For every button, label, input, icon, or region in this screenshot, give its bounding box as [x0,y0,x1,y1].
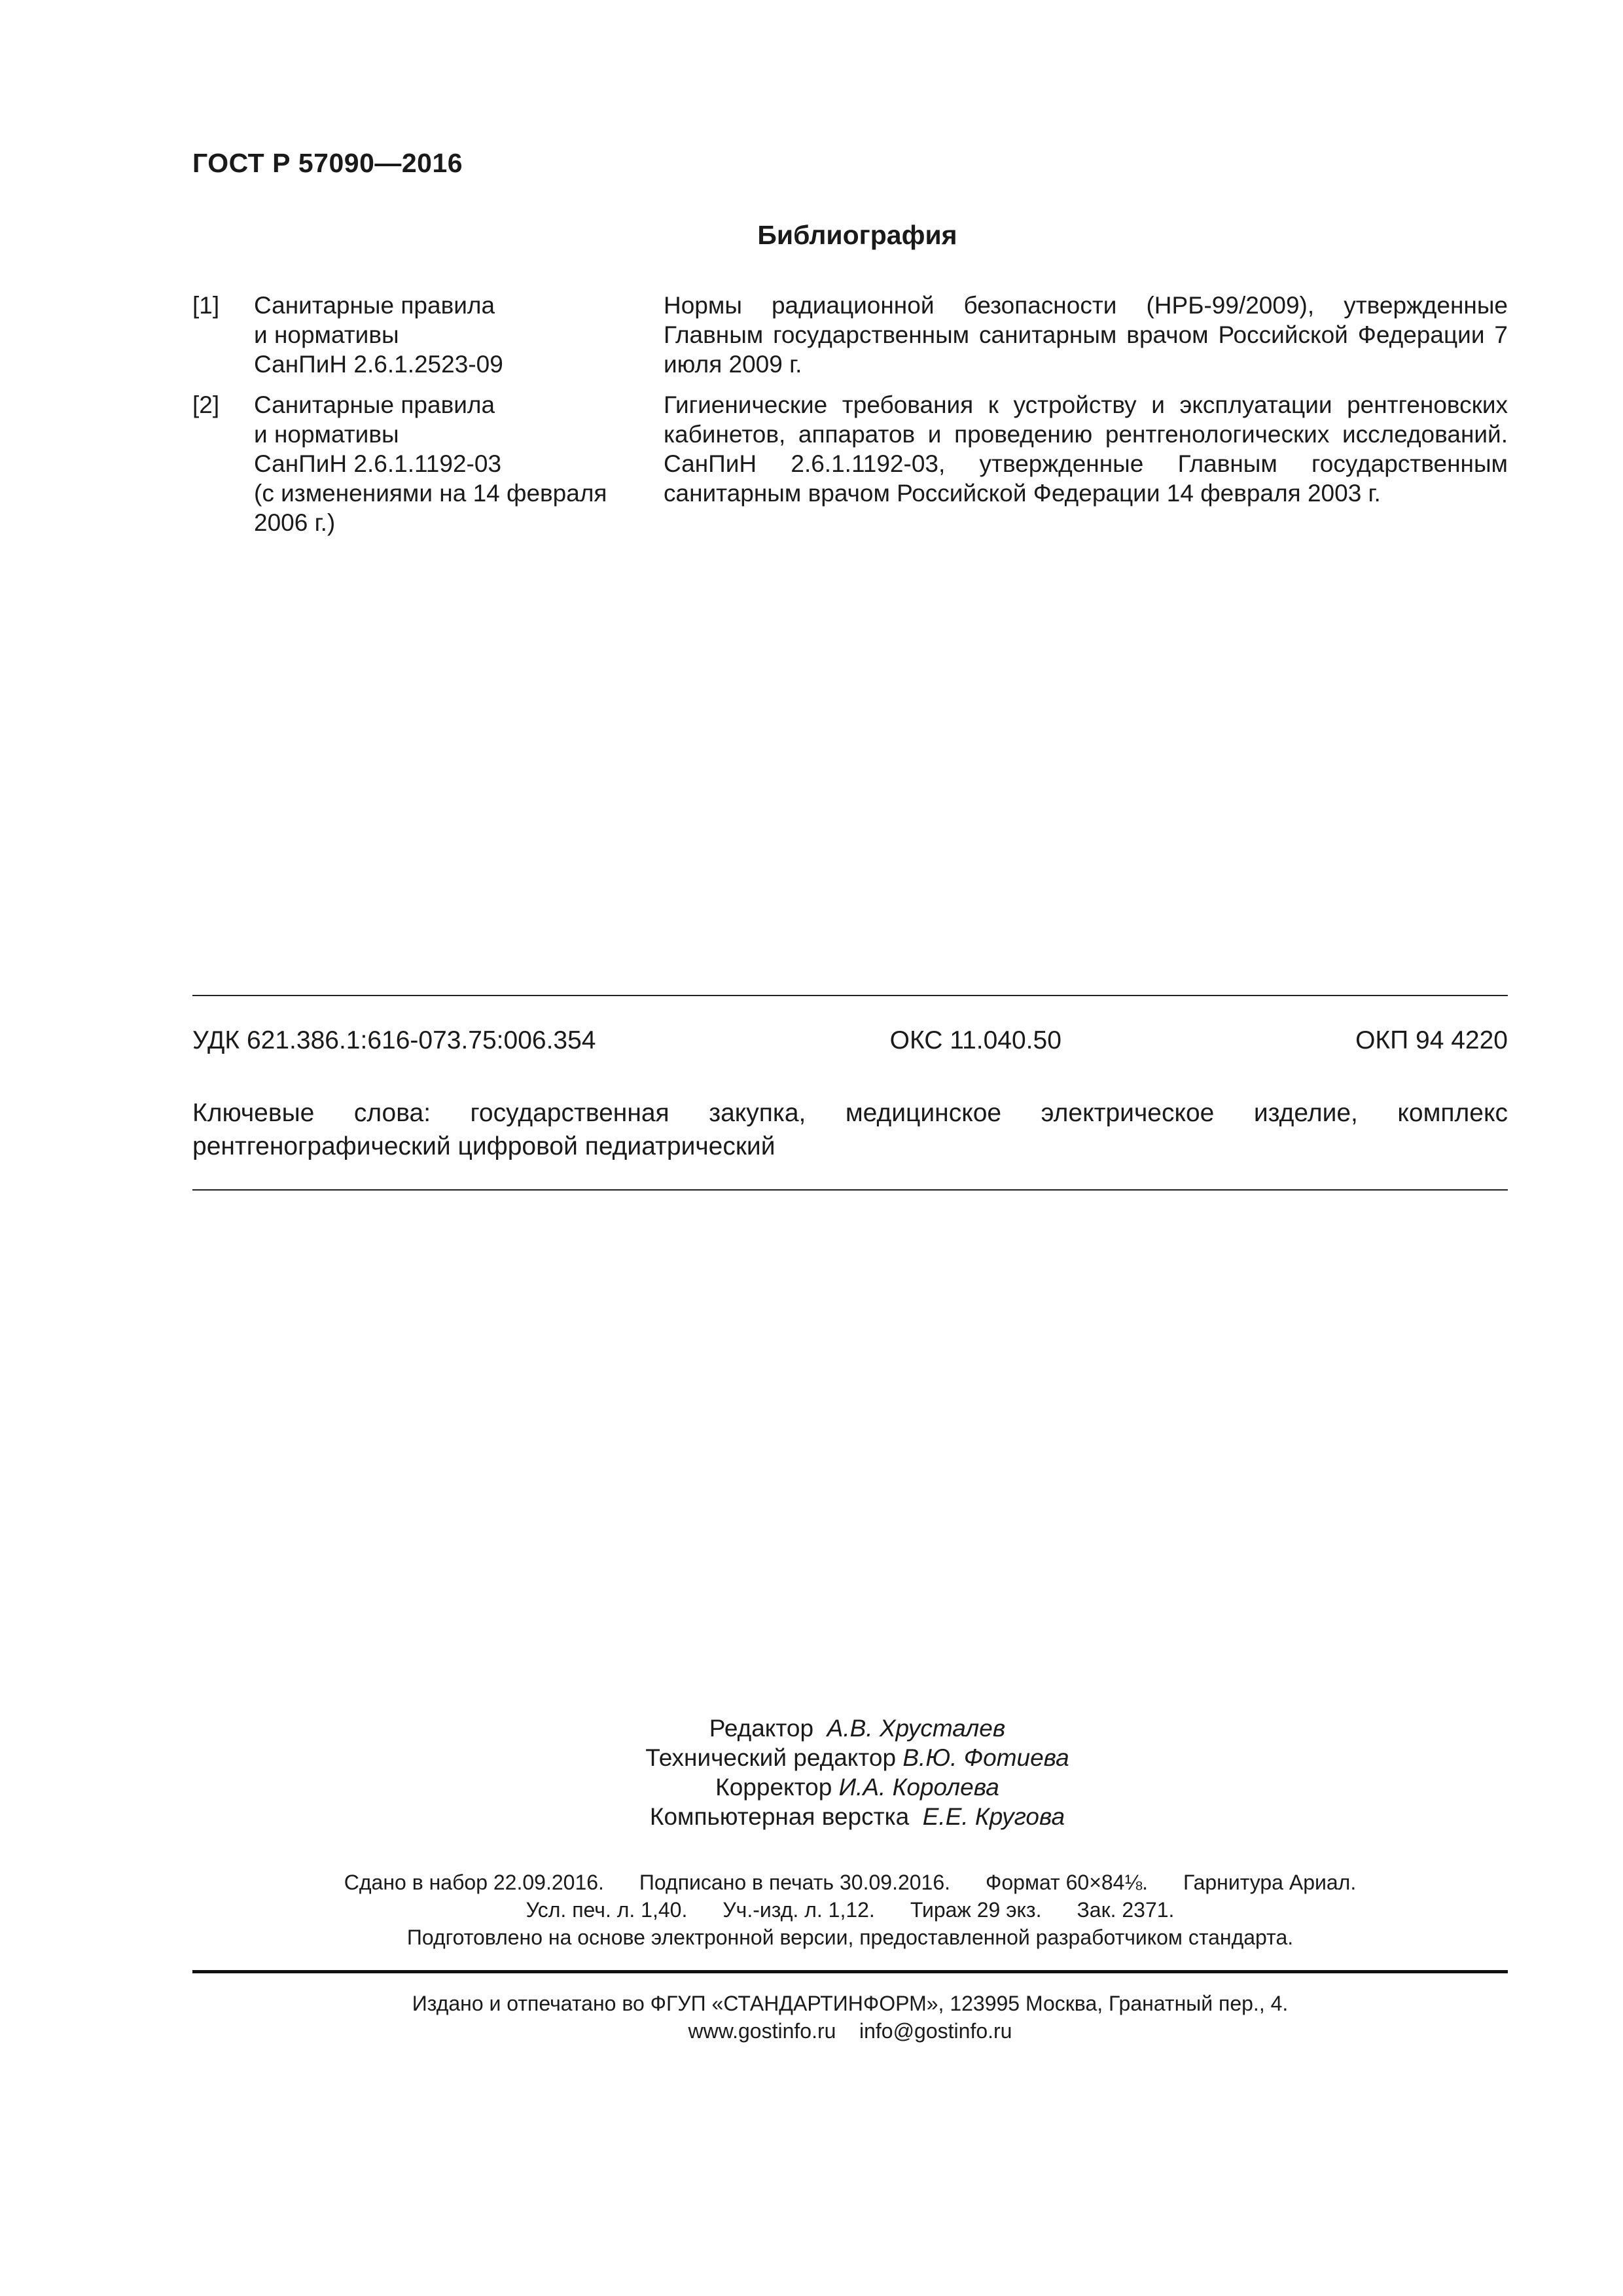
source-line: СанПиН 2.6.1.2523-09 [254,351,503,378]
source-line: и нормативы [254,421,399,448]
imprint-line-2: Усл. печ. л. 1,40. Уч.-изд. л. 1,12. Тираж 29 экз. Зак. 2371. [526,1898,1175,1922]
keywords: Ключевые слова: государственная закупка, медицинское электрическое изделие, комплекс рентгенографический цифровой педиатрический [192,1099,1508,1160]
imprint-prepared: Подготовлено на основе электронной версии, предоставленной разработчиком стандарта. [406,1926,1294,1949]
divider-thick [192,1970,1508,1973]
standard-code: ГОСТ Р 57090—2016 [192,148,463,178]
bib-entry-2-description: Гигиенические требования к устройству и эксплуатации рентгеновских кабинетов, аппаратов и проведению рентгенологических исследований. СанПиН 2.6.1.1192-03, утвержденные Главным государственным санитарным врачом Российской Федерации 14 февраля 2003 г. [664,391,1508,507]
publisher-contacts [192,2017,1508,2045]
website-link[interactable]: www.gostinfo.ru [688,2019,836,2043]
source-line: и нормативы [254,321,399,348]
oks-code: ОКС 11.040.50 [889,1026,1061,1054]
publisher-line: Издано и отпечатано во ФГУП «СТАНДАРТИНФОРМ», 123995 Москва, Гранатный пер., 4. [412,1992,1289,2015]
bib-entry-1-description: Нормы радиационной безопасности (НРБ-99/2009), утвержденные Главным государственным санитарным врачом Российской Федерации 7 июля 2009 г. [664,292,1508,378]
bib-entry-1-number: [1] [192,292,220,319]
classification-codes [192,1026,1508,1055]
source-line: 2006 г.) [254,509,336,536]
imprint [192,1869,1508,1951]
okp-code: ОКП 94 4220 [1355,1026,1508,1054]
udk-code: УДК 621.386.1:616-073.75:006.354 [192,1026,596,1054]
source-line: (с изменениями на 14 февраля [254,480,607,507]
staff-layout: Компьютерная верстка Е.Е. Кругова [649,1803,1065,1830]
source-line: СанПиН 2.6.1.1192-03 [254,450,502,477]
email-link[interactable]: info@gostinfo.ru [859,2019,1012,2043]
imprint-line-1: Сдано в набор 22.09.2016. Подписано в печать 30.09.2016. Формат 60×84⅛. Гарнитура Ариал. [344,1871,1357,1894]
source-line: Санитарные правила [254,292,495,319]
source-line: Санитарные правила [254,391,495,418]
divider-top [192,995,1508,996]
publisher [192,1990,1508,2045]
bibliography-title: Библиография [757,220,957,250]
staff-editor: Редактор А.В. Хрусталев [709,1715,1006,1742]
staff-list [0,1713,1623,1831]
bib-entry-2-number: [2] [192,391,220,418]
staff-proofreader: Корректор И.А. Королева [715,1774,999,1801]
divider-bottom [192,1189,1508,1191]
bib-entry-2-source [254,390,640,537]
staff-tech-editor: Технический редактор В.Ю. Фотиева [645,1744,1069,1771]
bib-entry-1-source [254,291,640,379]
